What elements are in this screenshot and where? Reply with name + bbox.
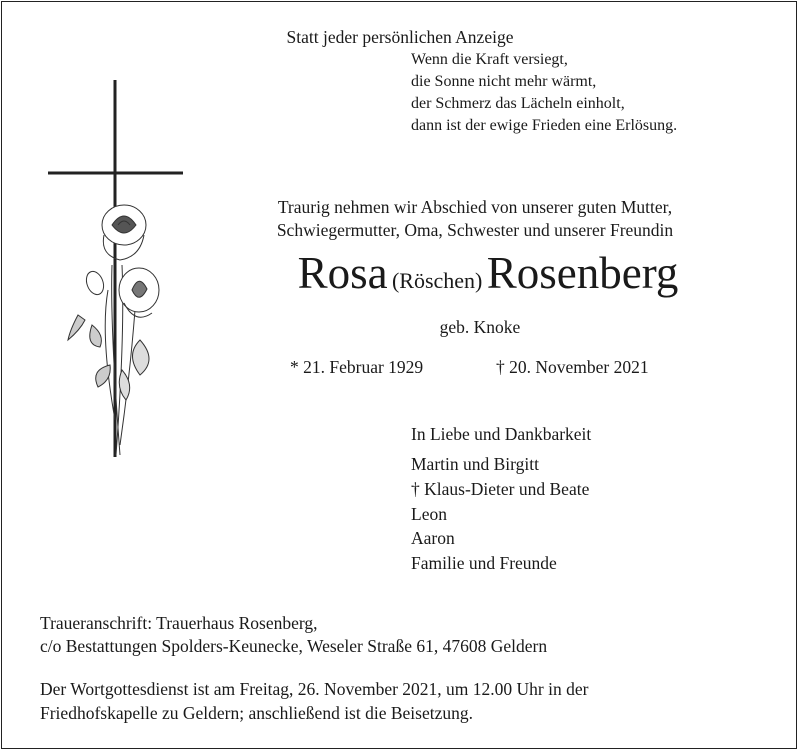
mourner: Aaron	[411, 528, 455, 548]
first-name: Rosa	[297, 248, 388, 298]
last-name: Rosenberg	[486, 248, 679, 298]
poem-line: der Schmerz das Lächeln einholt,	[411, 95, 625, 112]
mourners-heading: In Liebe und Dankbarkeit	[411, 424, 592, 444]
birth-date: * 21. Februar 1929	[290, 357, 424, 377]
nickname: (Röschen)	[391, 268, 483, 293]
poem-line: dann ist der ewige Frieden eine Erlösung.	[411, 117, 678, 134]
address-line: Traueranschrift: Trauerhaus Rosenberg,	[40, 613, 318, 633]
mourner: Martin und Birgitt	[411, 454, 540, 474]
address-line: c/o Bestattungen Spolders-Keunecke, Weseler Straße 61, 47608 Geldern	[40, 636, 548, 656]
poem-line: Wenn die Kraft versiegt,	[411, 51, 568, 68]
service-line: Der Wortgottesdienst ist am Freitag, 26. November 2021, um 12.00 Uhr in der	[40, 679, 589, 699]
maiden-name: geb. Knoke	[439, 317, 521, 337]
cross-with-roses-illustration	[40, 75, 190, 460]
intro-line: Schwiegermutter, Oma, Schwester und unserer Freundin	[276, 220, 674, 240]
death-date: † 20. November 2021	[496, 357, 649, 377]
service-line: Friedhofskapelle zu Geldern; anschließend ist die Beisetzung.	[40, 703, 473, 723]
cross-icon	[48, 80, 183, 457]
deceased-name	[298, 248, 679, 307]
mourner: Familie und Freunde	[411, 553, 557, 573]
intro-line: Traurig nehmen wir Abschied von unserer guten Mutter,	[277, 197, 673, 217]
header-text: Statt jeder persönlichen Anzeige	[286, 27, 514, 47]
poem-line: die Sonne nicht mehr wärmt,	[411, 73, 597, 90]
mourner: Leon	[411, 504, 447, 524]
mourner: † Klaus-Dieter und Beate	[411, 479, 590, 499]
